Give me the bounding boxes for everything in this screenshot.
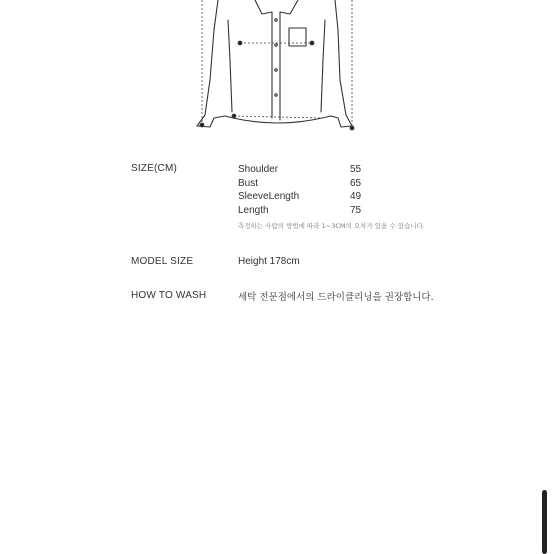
size-name: SleeveLength (238, 191, 300, 203)
size-row-bust (238, 177, 380, 191)
size-chart-label: SIZE(CM) (131, 163, 178, 174)
size-value: 49 (350, 191, 362, 203)
model-size-label: MODEL SIZE (131, 256, 194, 267)
size-value: 55 (350, 164, 362, 176)
size-chart-table (238, 163, 380, 217)
model-size-value: Height 178cm (238, 256, 300, 267)
size-name: Length (238, 204, 269, 216)
size-name: Bust (238, 177, 259, 189)
size-row-length (238, 204, 380, 218)
how-to-wash-value: 세탁 전문점에서의 드라이클리닝을 권장합니다. (238, 292, 434, 303)
how-to-wash-label: HOW TO WASH (131, 290, 207, 301)
size-name: Shoulder (238, 164, 279, 176)
shirt-diagram-icon (0, 0, 554, 140)
size-row-sleeve-length (238, 190, 380, 204)
measurement-note: 측정하는 사람의 방법에 따라 1~3CM의 오차가 있을 수 있습니다. (238, 222, 425, 230)
size-value: 65 (350, 177, 362, 189)
scrollbar[interactable] (542, 490, 547, 554)
size-row-shoulder (238, 163, 380, 177)
size-value: 75 (350, 204, 362, 216)
